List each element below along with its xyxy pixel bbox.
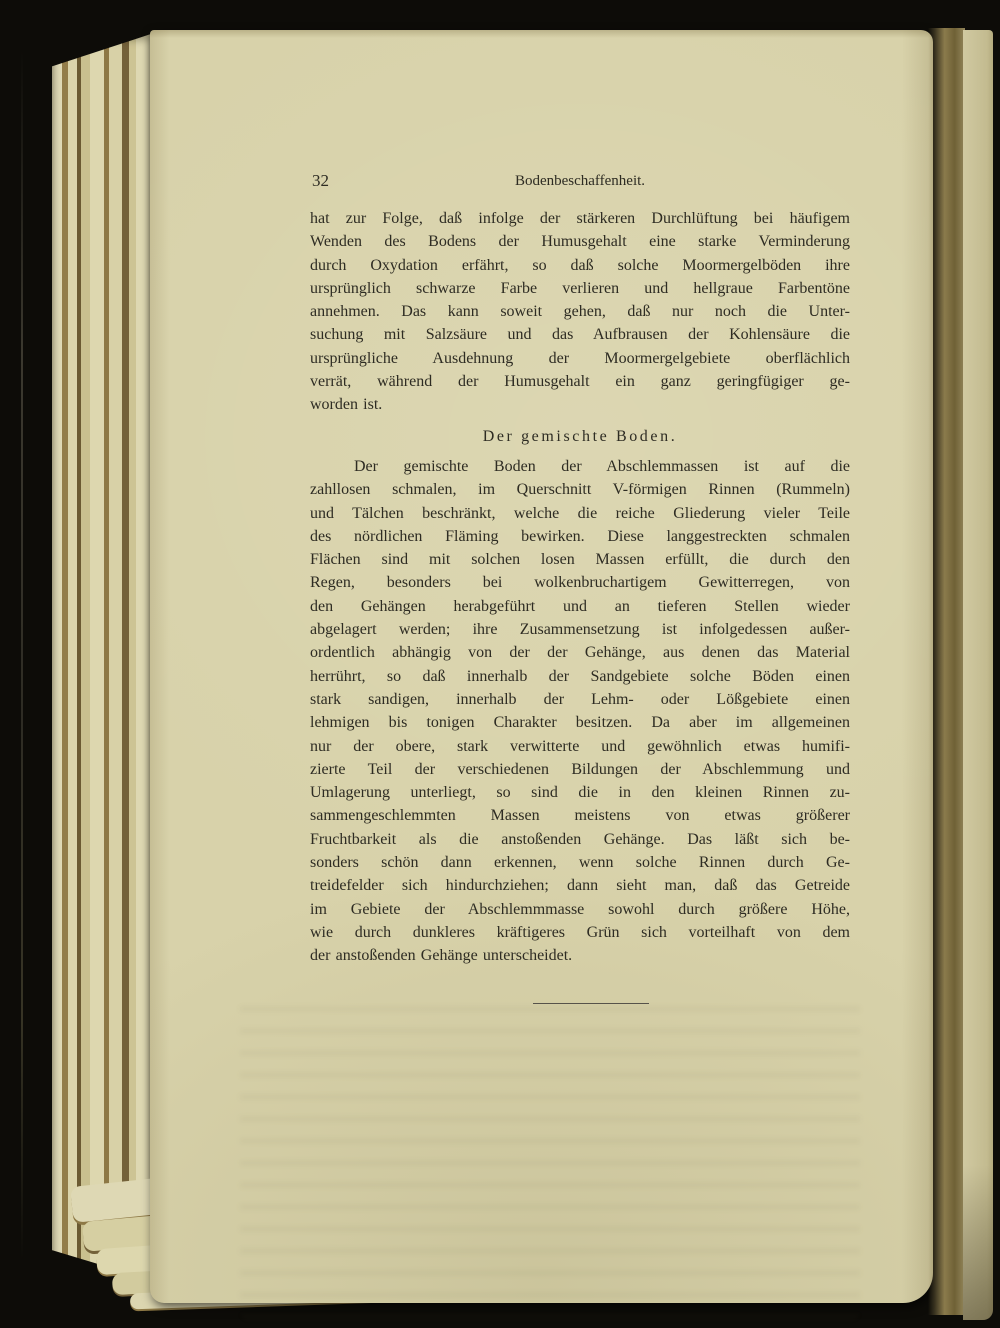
text-line: durch Oxydation erfährt, so daß solche Moormergelböden ihre	[310, 256, 850, 274]
text-line: suchung mit Salzsäure und das Aufbrausen der Kohlensäure die	[310, 326, 850, 344]
text-line: herrührt, so daß innerhalb der Sandgebiete solche Böden einen	[310, 667, 850, 685]
text-line: und Tälchen beschränkt, welche die reiche Gliederung vieler Teile	[310, 504, 850, 522]
facing-page-edge	[963, 30, 993, 1320]
text-line: stark sandigen, innerhalb der Lehm- oder Lößgebiete einen	[310, 690, 850, 708]
text-line: des nördlichen Fläming bewirken. Diese langgestreckten schmalen	[310, 527, 850, 545]
text-line: Fruchtbarkeit als die anstoßenden Gehänge. Das läßt sich be-	[310, 830, 850, 848]
section-divider	[533, 1003, 649, 1004]
left-page-stack-edges	[52, 34, 151, 1280]
text-line: sonders schön dann erkennen, wenn solche Rinnen durch Ge-	[310, 854, 850, 872]
text-line: Der gemischte Boden der Abschlemmassen ist auf die	[354, 457, 850, 475]
text-line: nur der obere, stark verwitterte und gewöhnlich etwas humifi-	[310, 737, 850, 755]
text-line: Regen, besonders bei wolkenbruchartigem Gewitterregen, von	[310, 574, 850, 592]
running-header: Bodenbeschaffenheit.	[514, 173, 646, 189]
text-line: sammengeschlemmten Massen meistens von etwas größerer	[310, 807, 850, 825]
text-line: ursprünglich schwarze Farbe verlieren und hellgraue Farbentöne	[310, 279, 850, 297]
page-number: 32	[312, 171, 329, 190]
text-line: worden ist.	[310, 396, 383, 414]
text-line: Umlagerung unterliegt, so sind die in den kleinen Rinnen zu-	[310, 784, 850, 802]
show-through-mottling	[240, 990, 860, 1320]
text-line: lehmigen bis tonigen Charakter besitzen. Da aber im allgemeinen	[310, 714, 850, 732]
book-page	[150, 30, 933, 1303]
text-line: abgelagert werden; ihre Zusammensetzung ist infolgedessen außer-	[310, 621, 850, 639]
text-line: wie durch dunkleres kräftigeres Grün sich vorteilhaft von dem	[310, 923, 850, 941]
body-text	[310, 207, 850, 968]
text-line: ursprüngliche Ausdehnung der Moormergelgebiete oberflächlich	[310, 349, 850, 367]
text-line: Wenden des Bodens der Humusgehalt eine starke Verminderung	[310, 233, 850, 251]
text-line: hat zur Folge, daß infolge der stärkeren Durchlüftung bei häufigem	[310, 210, 850, 227]
text-line: zahllosen schmalen, im Querschnitt V-förmigen Rinnen (Rummeln)	[310, 481, 850, 499]
text-line: der anstoßenden Gehänge unterscheidet.	[310, 947, 573, 965]
text-line: ordentlich abhängig von der der Gehänge, aus denen das Material	[310, 644, 850, 662]
text-line: treidefelder sich hindurchziehen; dann sieht man, daß das Getreide	[310, 877, 850, 895]
text-line: verrät, während der Humusgehalt ein ganz geringfügiger ge-	[310, 373, 850, 391]
section-heading: Der gemischte Boden.	[482, 427, 678, 445]
text-line: Flächen sind mit solchen losen Massen erfüllt, die durch den	[310, 551, 850, 569]
text-line: annehmen. Das kann soweit gehen, daß nur noch die Unter-	[310, 303, 850, 321]
text-line: im Gebiete der Abschlemmmasse sowohl durch größere Höhe,	[310, 900, 850, 918]
page-header	[310, 171, 850, 193]
book-cover-edge	[21, 50, 23, 1260]
text-line: den Gehängen herabgeführt und an tieferen Stellen wieder	[310, 597, 850, 615]
text-line: zierte Teil der verschiedenen Bildungen der Abschlemmung und	[310, 760, 850, 778]
book-gutter-shadow	[928, 28, 965, 1315]
